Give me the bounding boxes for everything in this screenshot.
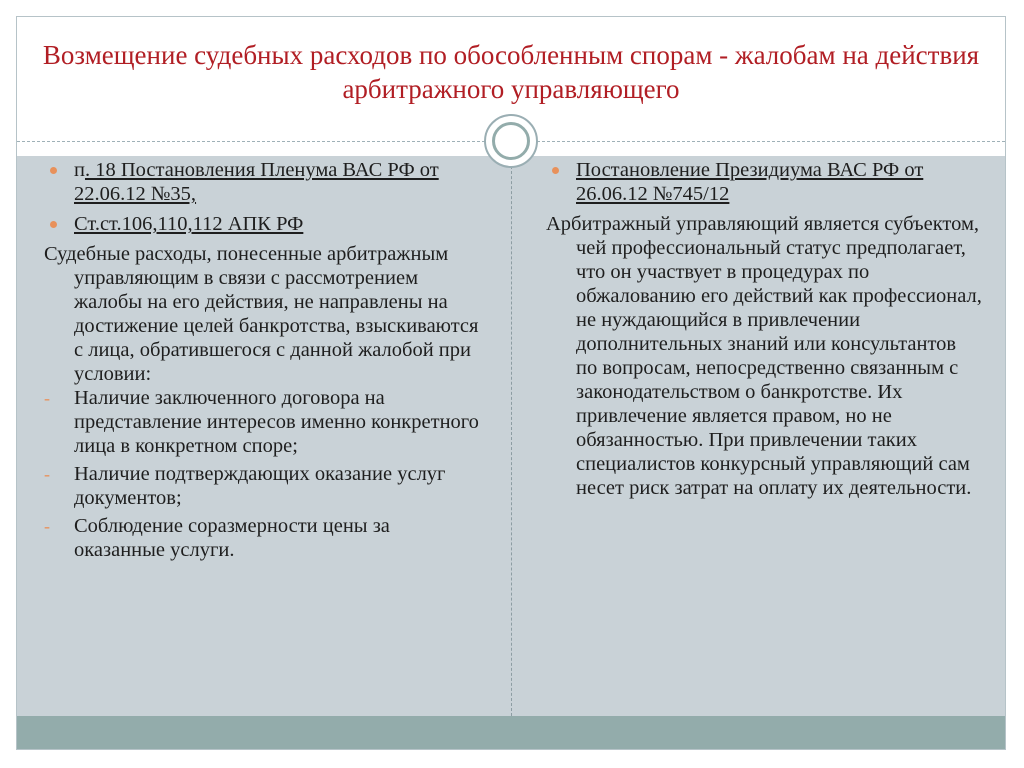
condition-text: Соблюдение соразмерности цены за оказанные услуги. bbox=[74, 515, 390, 561]
condition-item bbox=[44, 386, 484, 458]
column-divider bbox=[511, 156, 512, 716]
condition-text: Наличие заключенного договора на представление интересов именно конкретного лица в конкретном споре; bbox=[74, 387, 479, 457]
circle-ornament-icon bbox=[484, 114, 538, 168]
resolution-link[interactable]: . 18 Постановления Пленума ВАС РФ от 22.06.12 №35, bbox=[74, 159, 439, 205]
apk-articles-link[interactable]: Ст.ст.106,110,112 АПК РФ bbox=[74, 213, 304, 235]
slide-title: Возмещение судебных расходов по обособленным спорам - жалобам на действия арбитражного управляющего bbox=[42, 40, 980, 104]
right-paragraph: Арбитражный управляющий является субъектом, чей профессиональный статус предполагает, что он участвует в процедурах по обжалованию его действий как профессионал, не нуждающийся в привлечении дополнительных знаний или консультантов по вопросам, непосредственно связанным с законодательством о банкротстве. Их привлечение является правом, но не обязанностью. При привлечении таких специалистов конкурсный управляющий сам несет риск затрат на оплату их деятельности. bbox=[546, 213, 982, 499]
bullet-prefix: п bbox=[74, 159, 85, 181]
presidium-resolution-link[interactable]: Постановление Президиума ВАС РФ от 26.06.12 №745/12 bbox=[576, 159, 924, 205]
footer-band bbox=[17, 716, 1005, 749]
condition-item bbox=[44, 514, 484, 562]
left-bullet-resolution bbox=[44, 158, 484, 206]
condition-item bbox=[44, 462, 484, 510]
right-bullet-presidium bbox=[546, 158, 982, 206]
dash-marker-icon: - bbox=[44, 516, 50, 536]
dash-marker-icon: - bbox=[44, 388, 50, 408]
bullet-dot-icon bbox=[50, 221, 57, 228]
left-paragraph: Судебные расходы, понесенные арбитражным управляющим в связи с рассмотрением жалобы на его действия, не направлены на достижение целей банкротства, взыскиваются с лица, обратившегося с данной жалобой при условии: bbox=[44, 243, 479, 385]
left-column bbox=[44, 158, 484, 566]
dash-marker-icon: - bbox=[44, 464, 50, 484]
condition-text: Наличие подтверждающих оказание услуг документов; bbox=[74, 463, 446, 509]
circle-ornament-inner bbox=[492, 122, 530, 160]
bullet-dot-icon bbox=[50, 167, 57, 174]
bullet-dot-icon bbox=[552, 167, 559, 174]
right-column bbox=[546, 158, 982, 500]
left-bullet-apk bbox=[44, 212, 484, 236]
